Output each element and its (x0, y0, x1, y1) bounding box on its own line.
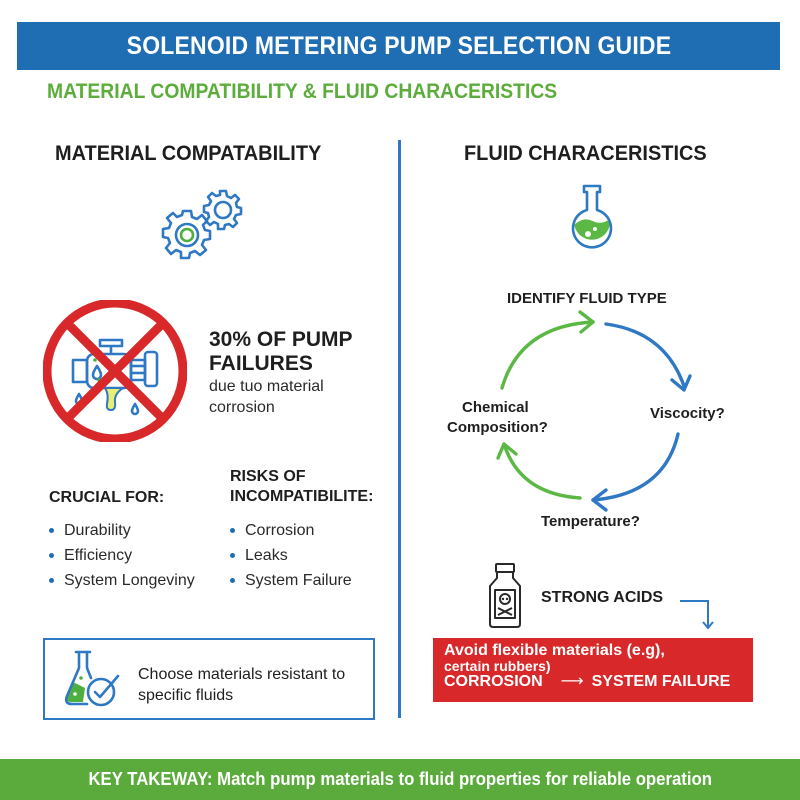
cycle-step-chemical-composition (447, 398, 548, 438)
list-item-label: Efficiency (64, 547, 133, 564)
flask-check-icon (63, 648, 123, 710)
risks-heading (230, 467, 373, 507)
material-compatibility-heading: MATERIAL COMPATABILITY (55, 142, 322, 165)
cycle-title: IDENTIFY FLUID TYPE (507, 290, 667, 307)
bullet-icon (49, 528, 54, 533)
risks-list (230, 518, 352, 593)
page-title: SOLENOID METERING PUMP SELECTION GUIDE (126, 31, 671, 60)
key-takeaway-text: KEY TAKEWAY: Match pump materials to fluid properties for reliable operation (88, 769, 712, 789)
cycle-step-viscosity: Viscocity? (650, 405, 725, 422)
cycle-step-chemical-line-1: Chemical (462, 399, 529, 416)
stat-detail-1: due tuo material (209, 378, 324, 395)
acid-warning-box (433, 638, 753, 702)
list-item-label: System Longeviny (64, 572, 195, 589)
failure-stat-detail (209, 376, 324, 418)
stat-line-1: 30% OF PUMP (209, 328, 353, 351)
gears-icon (160, 188, 250, 264)
strong-acids-label: STRONG ACIDS (541, 589, 664, 606)
bullet-icon (230, 578, 235, 583)
list-item-label: System Failure (245, 572, 352, 589)
list-item-label: Corrosion (245, 522, 315, 539)
warning-line-1: Avoid flexible materials (e.g), (444, 642, 665, 659)
bullet-icon (49, 578, 54, 583)
warning-corrosion: CORROSION (444, 673, 543, 690)
stat-line-2: FAILURES (209, 352, 313, 375)
warning-line-2: certain rubbers) (444, 658, 551, 674)
round-flask-icon (570, 184, 614, 250)
list-item (49, 568, 195, 593)
elbow-arrow-icon (678, 596, 714, 632)
list-item-label: Durability (64, 522, 131, 539)
fluid-characteristics-heading: FLUID CHARACERISTICS (464, 142, 707, 165)
cycle-step-chemical-line-2: Composition? (447, 419, 548, 436)
title-banner (17, 22, 780, 70)
tip-line-1: Choose materials resistant to (138, 666, 346, 683)
list-item (230, 518, 352, 543)
warning-system-failure: SYSTEM FAILURE (591, 673, 731, 690)
crucial-for-list (49, 518, 195, 593)
bullet-icon (49, 553, 54, 558)
pump-prohibited-icon (43, 300, 187, 442)
risks-heading-line-1: RISKS OF (230, 468, 306, 485)
page-subtitle: MATERIAL COMPATIBILITY & FLUID CHARACERISTICS (47, 80, 558, 103)
warning-line-3 (444, 673, 753, 691)
stat-detail-2: corrosion (209, 399, 275, 416)
tip-line-2: specific fluids (138, 687, 234, 704)
cycle-step-temperature: Temperature? (541, 513, 640, 530)
bullet-icon (230, 528, 235, 533)
failure-stat-headline (209, 328, 353, 376)
crucial-for-heading: CRUCIAL FOR: (49, 489, 165, 506)
list-item (230, 568, 352, 593)
bullet-icon (230, 553, 235, 558)
list-item-label: Leaks (245, 547, 288, 564)
right-arrow-icon: ⟶ (560, 673, 584, 690)
key-takeaway-banner (0, 759, 800, 800)
poison-bottle-icon (486, 562, 524, 630)
risks-heading-line-2: INCOMPATIBILITE: (230, 488, 374, 505)
list-item (49, 543, 195, 568)
list-item (230, 543, 352, 568)
tip-text (138, 664, 345, 706)
column-divider (398, 140, 401, 718)
list-item (49, 518, 195, 543)
